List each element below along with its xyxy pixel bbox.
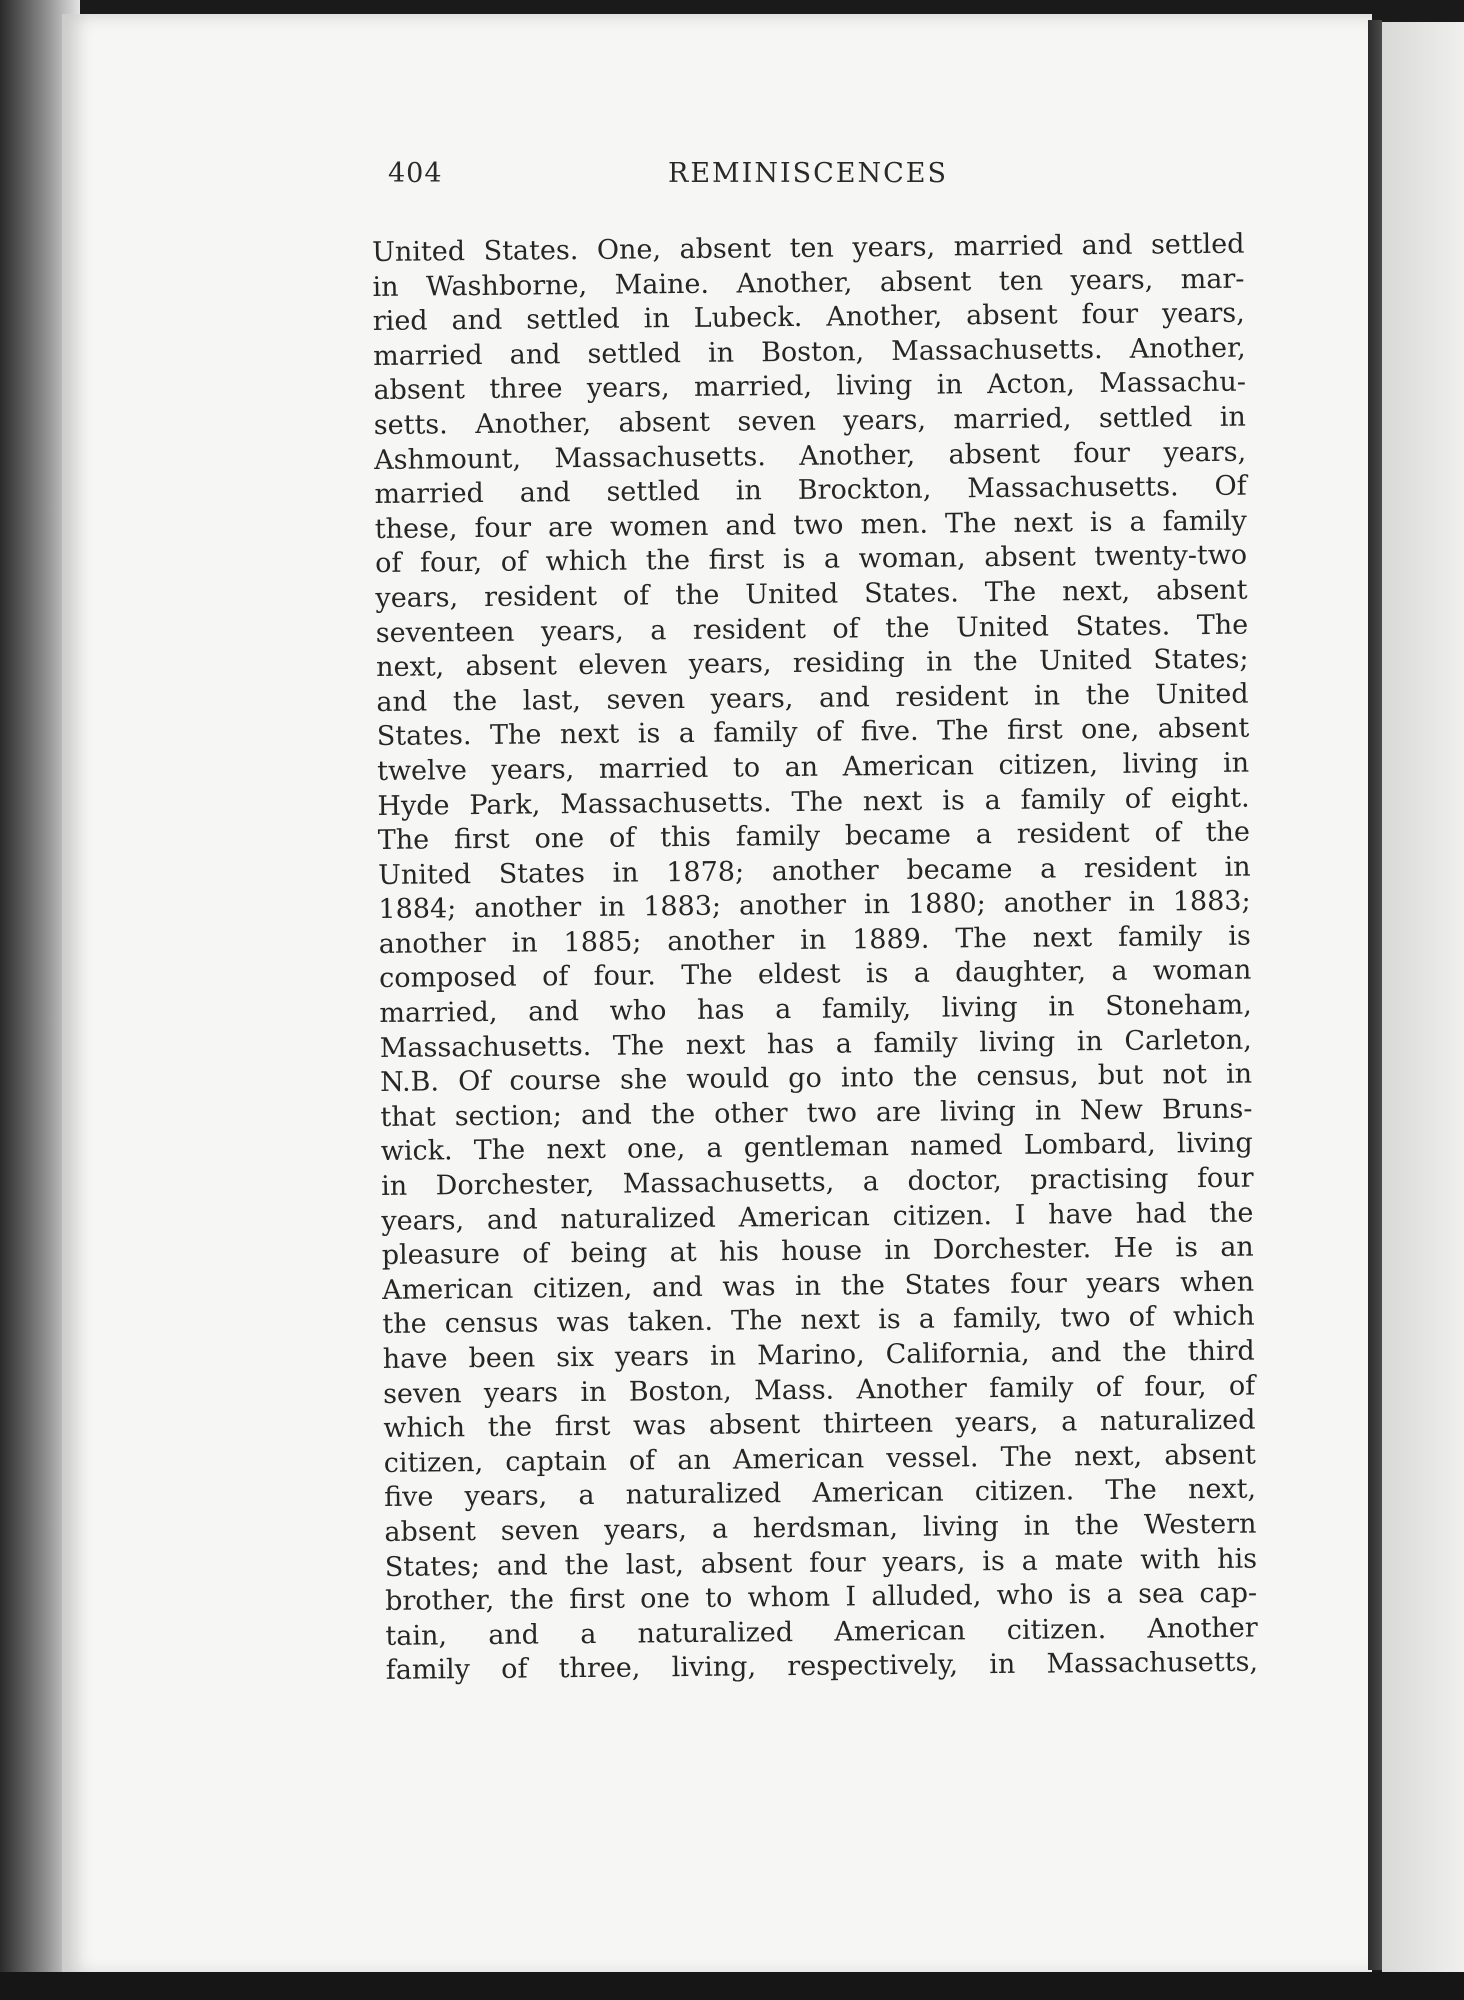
bottom-shadow [0,1972,1464,2000]
text-line: these, four are women and two men. The next is a family [374,505,1248,545]
text-line: the census was taken. The next is a family, two of which [382,1300,1255,1341]
running-head [388,158,968,198]
text-line: have been six years in Marino, California, and the third [382,1335,1255,1375]
text-line: seventeen years, a resident of the United States. The [375,609,1249,649]
book-gutter [1368,20,1382,1970]
text-line: tain, and a naturalized American citizen. Another [385,1612,1258,1652]
text-line: and the last, seven years, and resident in the United [376,678,1249,718]
text-line: next, absent eleven years, residing in the United States; [375,643,1249,684]
text-line: years, resident of the United States. The next, absent [375,574,1248,614]
text-line: pleasure of being at his house in Dorchester. He is an [381,1231,1254,1272]
text-line: setts. Another, absent seven years, married, settled in [373,401,1246,441]
text-line: twelve years, married to an American citizen, living in [376,747,1250,787]
text-line: American citizen, and was in the States four years when [381,1266,1255,1306]
text-line: brother, the first one to whom I alluded, who is a sea cap- [384,1577,1258,1618]
body-text [372,228,1258,1689]
text-line: of four, of which the first is a woman, absent twenty-two [374,539,1248,580]
text-line: five years, a naturalized American citizen. The next, [383,1473,1257,1514]
text-line: wick. The next one, a gentleman named Lombard, living [380,1128,1253,1168]
text-line: Hyde Park, Massachusetts. The next is a family of eight. [377,782,1250,822]
text-line: seven years in Boston, Mass. Another family of four, of [382,1370,1256,1410]
text-line: N.B. Of course she would go into the census, but not in [379,1058,1253,1099]
text-line: The first one of this family became a resident of the [377,816,1251,857]
text-line: United States in 1878; another became a resident in [377,851,1251,891]
facing-page-edge [1382,22,1464,1972]
text-line: States. The next is a family of five. The first one, absent [376,712,1250,753]
text-line: that section; and the other two are living in New Bruns- [380,1093,1253,1133]
text-line: ried and settled in Lubeck. Another, absent four years, [372,297,1245,338]
text-line: absent three years, married, living in Acton, Massachu- [373,366,1247,407]
text-line: 1884; another in 1883; another in 1880; another in 1883; [378,885,1251,926]
text-line: absent seven years, a herdsman, living in the Western [384,1508,1257,1548]
text-line: in Washborne, Maine. Another, absent ten years, mar- [372,263,1245,303]
text-line: years, and naturalized American citizen. I have had the [381,1197,1254,1237]
text-line: married, and who has a family, living in Stoneham, [379,989,1252,1030]
text-line: composed of four. The eldest is a daughter, a woman [378,955,1252,995]
text-line: United States. One, absent ten years, married and settled [372,228,1245,268]
text-line: family of three, living, respectively, in Massachusetts, [385,1646,1259,1687]
text-line: in Dorchester, Massachusetts, a doctor, practising four [380,1162,1254,1202]
text-line: married and settled in Brockton, Massachusetts. Of [374,470,1247,511]
text-line: Ashmount, Massachusetts. Another, absent four years, [374,436,1247,476]
text-line: another in 1885; another in 1889. The next family is [378,920,1251,960]
text-line: married and settled in Boston, Massachusetts. Another, [373,332,1246,372]
text-line: Massachusetts. The next has a family living in Carleton, [379,1024,1252,1064]
running-title: REMINISCENCES [668,158,948,189]
text-line: States; and the last, absent four years, is a mate with his [384,1543,1258,1583]
page-number: 404 [388,158,443,189]
text-line: citizen, captain of an American vessel. The next, absent [383,1439,1256,1479]
text-line: which the first was absent thirteen years, a naturalized [383,1404,1256,1445]
